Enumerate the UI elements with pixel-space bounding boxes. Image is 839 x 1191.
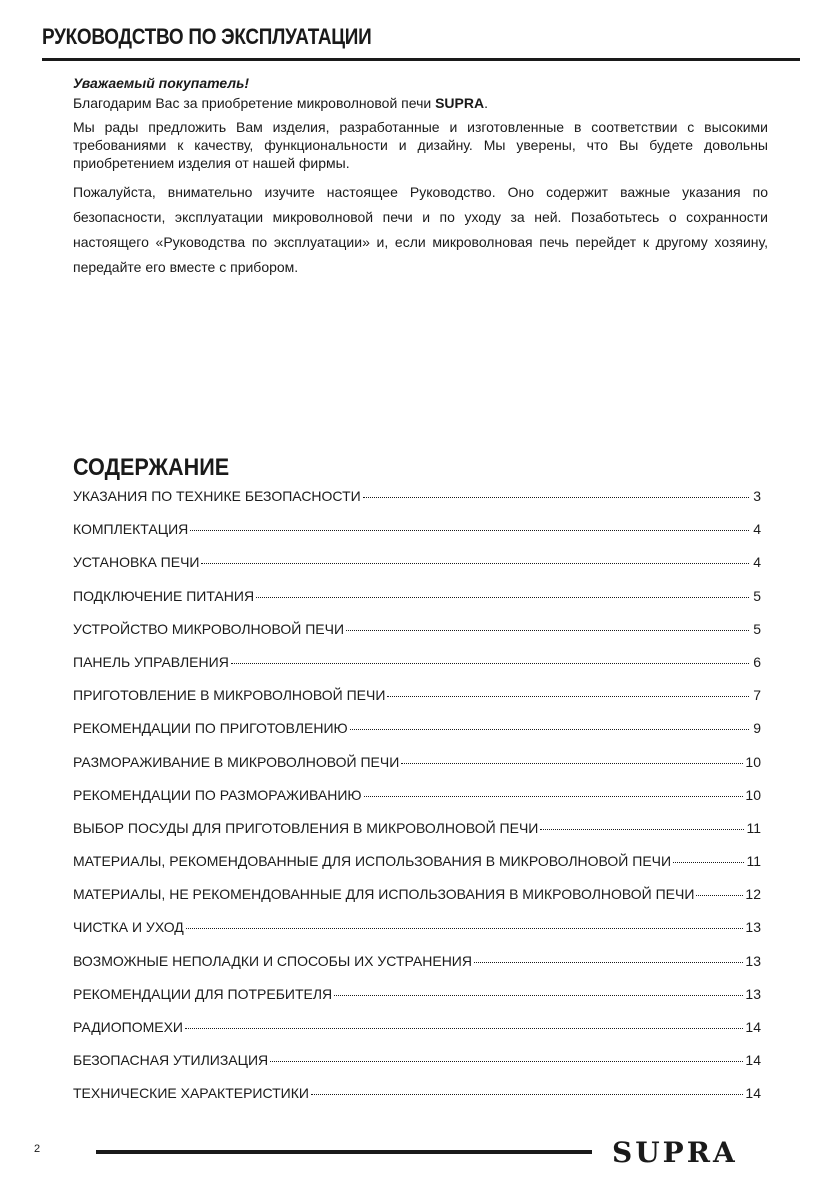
toc-item[interactable] — [73, 1052, 761, 1085]
toc-leader-dots — [363, 497, 749, 498]
toc-item-page: 6 — [753, 653, 761, 670]
toc-item-page: 11 — [746, 819, 761, 836]
intro-paragraph-1: Мы рады предложить Вам изделия, разработанные и изготовленные в соответствии с высокими требованиями к качеству, функциональности и дизайну. Мы уверены, что Вы будете довольны приобретением изделия от нашей фирмы. — [73, 119, 768, 171]
intro-section — [73, 74, 768, 288]
toc-item-label: УСТРОЙСТВО МИКРОВОЛНОВОЙ ПЕЧИ — [73, 620, 345, 637]
toc-item-label: БЕЗОПАСНАЯ УТИЛИЗАЦИЯ — [73, 1052, 269, 1069]
toc-item[interactable] — [73, 588, 761, 621]
toc-leader-dots — [346, 630, 749, 631]
toc-item-page: 9 — [753, 720, 761, 737]
toc-item-label: РАЗМОРАЖИВАНИЕ В МИКРОВОЛНОВОЙ ПЕЧИ — [73, 753, 400, 770]
footer-divider — [96, 1150, 592, 1154]
toc-item[interactable] — [73, 1085, 761, 1118]
page-number: 2 — [34, 1143, 41, 1155]
toc-leader-dots — [387, 696, 749, 697]
toc-item-label: УКАЗАНИЯ ПО ТЕХНИКЕ БЕЗОПАСНОСТИ — [73, 488, 361, 504]
toc-item[interactable] — [73, 754, 761, 787]
toc-item-page: 14 — [745, 1085, 761, 1102]
toc-item[interactable] — [73, 654, 761, 687]
toc-item[interactable] — [73, 820, 761, 853]
toc-item-label: РЕКОМЕНДАЦИИ ПО РАЗМОРАЖИВАНИЮ — [73, 786, 362, 803]
thanks-prefix: Благодарим Вас за приобретение микроволновой печи — [73, 95, 436, 111]
toc-item-page: 10 — [745, 753, 761, 770]
toc-leader-dots — [231, 663, 749, 664]
brand-logo: SUPRA — [612, 1136, 738, 1169]
toc-leader-dots — [185, 1028, 743, 1029]
toc-item-page: 12 — [745, 886, 761, 903]
toc-item-label: ВОЗМОЖНЫЕ НЕПОЛАДКИ И СПОСОБЫ ИХ УСТРАНЕНИЯ — [73, 952, 472, 969]
toc-item-page: 10 — [745, 786, 761, 803]
thanks-line — [73, 94, 768, 112]
page-title: РУКОВОДСТВО ПО ЭКСПЛУАТАЦИИ — [42, 24, 372, 49]
toc-item-page: 11 — [746, 853, 761, 870]
toc-leader-dots — [256, 597, 749, 598]
intro-paragraph-2: Пожалуйста, внимательно изучите настоящее Руководство. Оно содержит важные указания по безопасности, эксплуатации микроволновой печи и по уходу за ней. Позаботьтесь о сохранности настоящего «Руководства по эксплуатации» и, если микроволновая печь перейдет к другому хозяину, передайте его вместе с прибором. — [73, 184, 768, 275]
toc-leader-dots — [401, 763, 743, 764]
toc-item-page: 13 — [745, 985, 761, 1002]
toc-item-page: 13 — [745, 919, 761, 936]
toc-item-label: РЕКОМЕНДАЦИИ ДЛЯ ПОТРЕБИТЕЛЯ — [73, 985, 333, 1002]
toc-leader-dots — [190, 530, 749, 531]
toc-item-label: МАТЕРИАЛЫ, РЕКОМЕНДОВАННЫЕ ДЛЯ ИСПОЛЬЗОВАНИЯ В МИКРОВОЛНОВОЙ ПЕЧИ — [73, 853, 672, 870]
toc-item[interactable] — [73, 554, 761, 587]
toc-leader-dots — [350, 729, 749, 730]
toc-item-label: МАТЕРИАЛЫ, НЕ РЕКОМЕНДОВАННЫЕ ДЛЯ ИСПОЛЬЗОВАНИЯ В МИКРОВОЛНОВОЙ ПЕЧИ — [73, 886, 695, 903]
toc-item[interactable] — [73, 919, 761, 952]
toc-item[interactable] — [73, 488, 761, 521]
toc-item-label: ПОДКЛЮЧЕНИЕ ПИТАНИЯ — [73, 587, 255, 604]
toc-item[interactable] — [73, 687, 761, 720]
toc-leader-dots — [201, 563, 749, 564]
toc-leader-dots — [540, 829, 744, 830]
toc-item[interactable] — [73, 853, 761, 886]
toc-item-label: ПАНЕЛЬ УПРАВЛЕНИЯ — [73, 653, 229, 670]
toc-item-label: КОМПЛЕКТАЦИЯ — [73, 521, 189, 538]
toc-item[interactable] — [73, 621, 761, 654]
toc-item-label: РАДИОПОМЕХИ — [73, 1019, 183, 1035]
toc-item[interactable] — [73, 787, 761, 820]
toc-item-page: 13 — [745, 952, 761, 969]
toc-item[interactable] — [73, 886, 761, 919]
toc-item-page: 3 — [753, 488, 761, 504]
table-of-contents — [73, 488, 761, 1119]
toc-item[interactable] — [73, 986, 761, 1019]
toc-leader-dots — [474, 962, 743, 963]
toc-item-label: ЧИСТКА И УХОД — [73, 919, 184, 936]
toc-item-label: ТЕХНИЧЕСКИЕ ХАРАКТЕРИСТИКИ — [73, 1085, 309, 1102]
toc-item-label: УСТАНОВКА ПЕЧИ — [73, 554, 200, 571]
brand-name-inline: SUPRA — [435, 95, 485, 111]
greeting: Уважаемый покупатель! — [73, 75, 250, 91]
toc-item-page: 4 — [753, 521, 761, 538]
toc-item-page: 5 — [753, 620, 761, 637]
toc-item-page: 7 — [753, 687, 761, 704]
toc-leader-dots — [334, 995, 743, 996]
toc-title: СОДЕРЖАНИЕ — [73, 454, 230, 481]
toc-leader-dots — [673, 862, 744, 863]
toc-item[interactable] — [73, 953, 761, 986]
toc-leader-dots — [186, 928, 744, 929]
toc-item-page: 14 — [745, 1019, 761, 1035]
toc-item-label: ВЫБОР ПОСУДЫ ДЛЯ ПРИГОТОВЛЕНИЯ В МИКРОВОЛНОВОЙ ПЕЧИ — [73, 819, 539, 836]
toc-item-label: ПРИГОТОВЛЕНИЕ В МИКРОВОЛНОВОЙ ПЕЧИ — [73, 687, 386, 704]
toc-leader-dots — [696, 895, 743, 896]
toc-item-page: 5 — [753, 587, 761, 604]
toc-leader-dots — [270, 1061, 743, 1062]
toc-item-page: 4 — [753, 554, 761, 571]
toc-item-label: РЕКОМЕНДАЦИИ ПО ПРИГОТОВЛЕНИЮ — [73, 720, 348, 737]
toc-item[interactable] — [73, 720, 761, 753]
toc-item[interactable] — [73, 1019, 761, 1052]
toc-item-page: 14 — [745, 1052, 761, 1069]
toc-leader-dots — [364, 796, 744, 797]
thanks-suffix: . — [484, 95, 488, 111]
toc-item[interactable] — [73, 521, 761, 554]
header-divider — [42, 58, 800, 61]
toc-leader-dots — [311, 1094, 743, 1095]
